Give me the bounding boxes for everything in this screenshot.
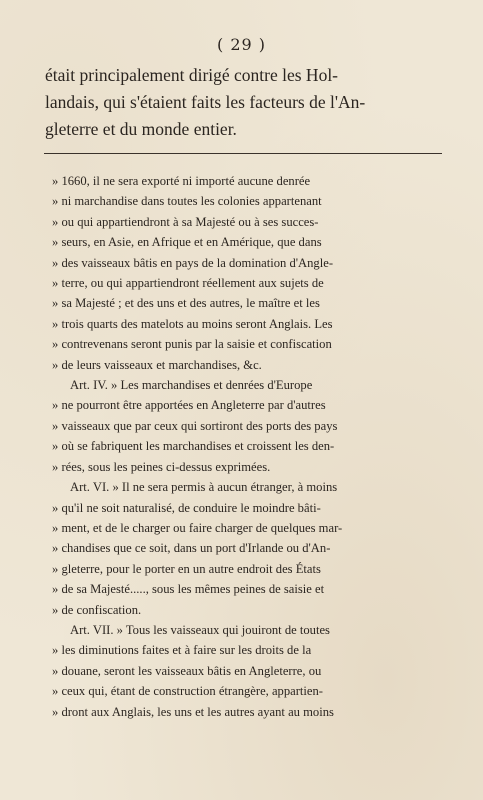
footnote-line: » ni marchandise dans toutes les colonies appartenant bbox=[52, 194, 322, 209]
footnote-line: » des vaisseaux bâtis en pays de la domination d'Angle- bbox=[52, 255, 334, 270]
footnote-line: » 1660, il ne sera exporté ni importé aucune denrée bbox=[52, 174, 311, 188]
footnote-line: » dront aux Anglais, les uns et les autres ayant au moins bbox=[52, 704, 334, 719]
footnote-line: » de sa Majesté....., sous les mêmes peines de saisie et bbox=[52, 582, 325, 597]
footnote-block bbox=[52, 171, 444, 722]
footnote-line: » chandises que ce soit, dans un port d'Irlande ou d'An- bbox=[52, 541, 331, 556]
main-text-line: était principalement dirigé contre les Hol- bbox=[45, 65, 339, 85]
footnote-divider bbox=[44, 153, 442, 154]
footnote-line: » vaisseaux que par ceux qui sortiront des ports des pays bbox=[52, 418, 338, 433]
footnote-line: » sa Majesté ; et des uns et des autres, le maître et les bbox=[52, 296, 320, 311]
article-vi-line: Art. VI. » Il ne sera permis à aucun étranger, à moins bbox=[70, 480, 338, 495]
footnote-line: » ment, et de le charger ou faire charger de quelques mar- bbox=[52, 520, 343, 535]
footnote-line: » les diminutions faites et à faire sur les droits de la bbox=[52, 643, 312, 658]
footnote-line: » douane, seront les vaisseaux bâtis en Angleterre, ou bbox=[52, 663, 322, 678]
footnote-line: » gleterre, pour le porter en un autre endroit des États bbox=[52, 561, 321, 576]
footnote-line: » ceux qui, étant de construction étrangère, appartien- bbox=[52, 684, 323, 699]
footnote-line: » seurs, en Asie, en Afrique et en Amérique, que dans bbox=[52, 235, 322, 250]
article-vii-line: Art. VII. » Tous les vaisseaux qui jouiront de toutes bbox=[70, 622, 330, 637]
footnote-line: » où se fabriquent les marchandises et croissent les den- bbox=[52, 439, 335, 454]
page-number: ( 29 ) bbox=[216, 35, 266, 54]
footnote-line: » trois quarts des matelots au moins seront Anglais. Les bbox=[52, 316, 333, 331]
article-iv-line: Art. IV. » Les marchandises et denrées d'Europe bbox=[70, 378, 313, 393]
footnote-line: » de leurs vaisseaux et marchandises, &c. bbox=[52, 357, 262, 372]
footnote-line: » rées, sous les peines ci-dessus exprimées. bbox=[52, 459, 271, 474]
main-text-line: gleterre et du monde entier. bbox=[45, 119, 237, 139]
footnote-line: » terre, ou qui appartiendront réellement aux sujets de bbox=[52, 276, 324, 291]
main-text bbox=[45, 62, 445, 143]
footnote-line: » ou qui appartiendront à sa Majesté ou à ses succes- bbox=[52, 214, 319, 229]
footnote-line: » contrevenans seront punis par la saisie et confiscation bbox=[52, 337, 332, 352]
footnote-line: » ne pourront être apportées en Angleterre par d'autres bbox=[52, 398, 326, 413]
footnote-line: » de confiscation. bbox=[52, 602, 142, 617]
main-text-line: landais, qui s'étaient faits les facteurs de l'An- bbox=[45, 92, 366, 112]
footnote-line: » qu'il ne soit naturalisé, de conduire le moindre bâti- bbox=[52, 500, 321, 515]
